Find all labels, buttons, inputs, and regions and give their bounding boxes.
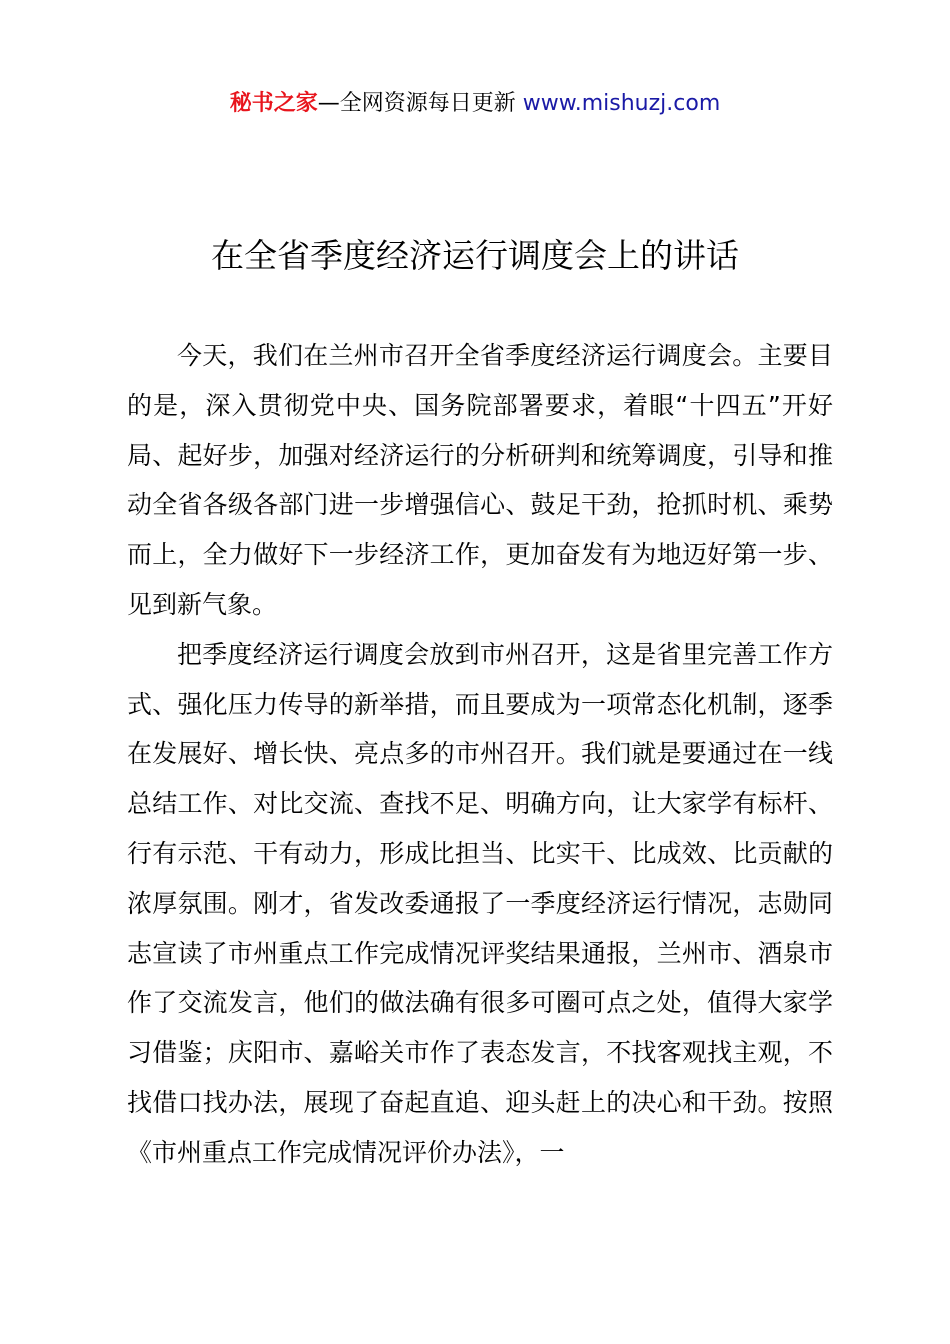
site-url-link[interactable]: www.mishuzj.com [522,91,721,116]
paragraph-2: 把季度经济运行调度会放到市州召开，这是省里完善工作方式、强化压力传导的新举措，而且要成为一项常态化机制，逐季在发展好、增长快、亮点多的市州召开。我们就是要通过在一线总结工作、对比交流、查找不足、明确方向，让大家学有标杆、行有示范、干有动力，形成比担当、比实干、比成效、比贡献的浓厚氛围。刚才，省发改委通报了一季度经济运行情况，志勋同志宣读了市州重点工作完成情况评奖结果通报，兰州市、酒泉市作了交流发言，他们的做法确有很多可圈可点之处，值得大家学习借鉴；庆阳市、嘉峪关市作了表态发言，不找客观找主观，不找借口找办法，展现了奋起直追、迎头赶上的决心和干劲。按照《市州重点工作完成情况评价办法》，一 [127,639,833,1167]
document-title: 在全省季度经济运行调度会上的讲话 [211,236,739,275]
site-tagline: —全网资源每日更新 [317,91,523,116]
document-body [127,331,833,1178]
site-header [0,86,950,122]
site-brand: 秘书之家 [229,91,318,116]
paragraph-1: 今天，我们在兰州市召开全省季度经济运行调度会。主要目的是，深入贯彻党中央、国务院部署要求，着眼“十四五”开好局、起好步，加强对经济运行的分析研判和统筹调度，引导和推动全省各级各部门进一步增强信心、鼓足干劲，抢抓时机、乘势而上，全力做好下一步经济工作，更加奋发有为地迈好第一步、见到新气象。 [127,341,833,619]
